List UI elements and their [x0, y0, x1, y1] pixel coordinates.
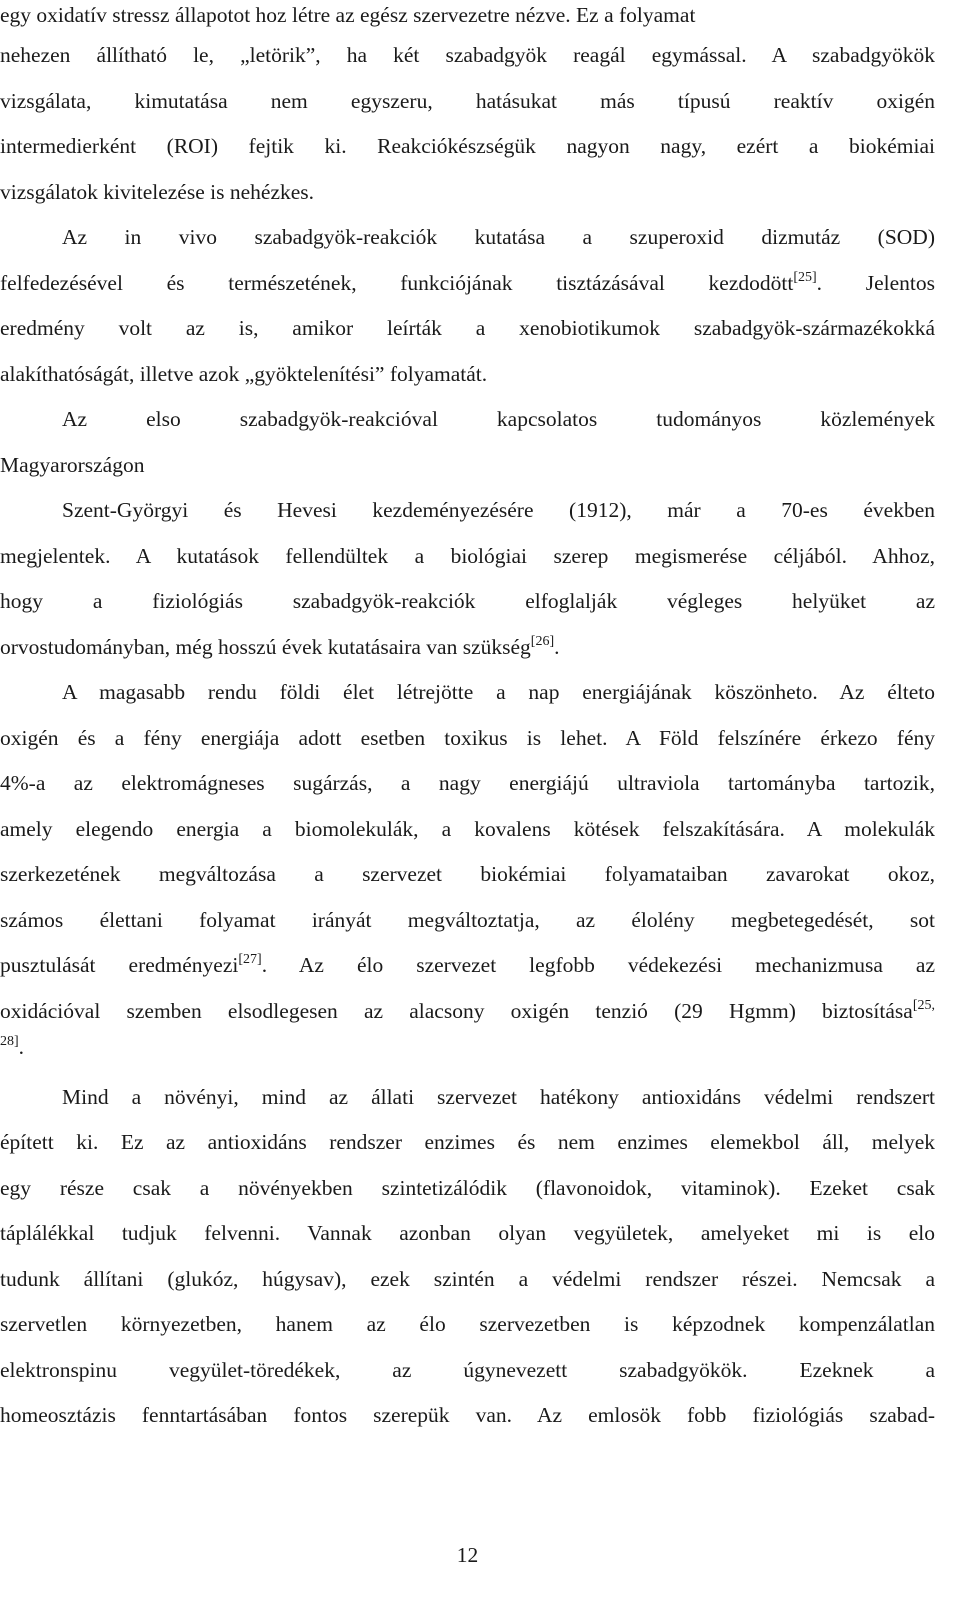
text-line: táplálékkal tudjuk felvenni. Vannak azonban olyan vegyületek, amelyeket mi is elo: [0, 1221, 935, 1245]
text-line: homeosztázis fenntartásában fontos szerepük van. Az emlosök fobb fiziológiás szabad-: [0, 1403, 935, 1427]
text-line: egy oxidatív stressz állapotot hoz létre az egész szervezetre nézve. Ez a folyamat: [0, 3, 696, 27]
citation: [25,: [912, 998, 935, 1013]
text-line: Az in vivo szabadgyök-reakciók kutatása a szuperoxid dizmutáz (SOD): [62, 225, 935, 249]
text-line: Magyarországon: [0, 453, 145, 477]
text-line: szerkezetének megváltozása a szervezet biokémiai folyamataiban zavarokat okoz,: [0, 862, 935, 886]
text-line: oxidációval szemben elsodlegesen az alacsony oxigén tenzió (29 Hgmm) biztosítása$^{[25,}$: [0, 998, 935, 1023]
citation: [27]: [238, 952, 262, 967]
text-line: intermedierként (ROI) fejtik ki. Reakciókészségük nagyon nagy, ezért a biokémiai: [0, 134, 935, 158]
text-line: egy része csak a növényekben szintetizálódik (flavonoidok, vitaminok). Ezeket csak: [0, 1176, 935, 1200]
text-line: orvostudományban, még hosszú évek kutatásaira van szükség[26].: [0, 634, 560, 659]
text-line: épített ki. Ez az antioxidáns rendszer enzimes és nem enzimes elemekbol áll, melyek: [0, 1130, 935, 1154]
citation: [25]: [793, 270, 817, 285]
text-line: pusztulását eredményezi[27]. Az élo szervezet legfobb védekezési mechanizmusa az: [0, 952, 935, 977]
text-line: oxigén és a fény energiája adott esetben toxikus is lehet. A Föld felszínére érkezo fény: [0, 726, 935, 750]
page-number: 12: [456, 1543, 479, 1567]
text-line: számos élettani folyamat irányát megváltoztatja, az élolény megbetegedését, sot: [0, 908, 935, 932]
text-line: Szent-Györgyi és Hevesi kezdeményezésére (1912), már a 70-es években: [62, 498, 935, 522]
text-line: elektronspinu vegyület-töredékek, az úgynevezett szabadgyökök. Ezeknek a: [0, 1358, 935, 1382]
text-line: Mind a növényi, mind az állati szervezet hatékony antioxidáns védelmi rendszert: [62, 1085, 935, 1109]
text-line: alakíthatóságát, illetve azok „gyöktelenítési” folyamatát.: [0, 362, 488, 386]
citation: 28]: [0, 1034, 19, 1049]
text-line: vizsgálatok kivitelezése is nehézkes.: [0, 180, 315, 204]
text-line: felfedezésével és természetének, funkciójának tisztázásával kezdodött[25]. Jelentos: [0, 270, 935, 295]
citation: [26]: [530, 634, 555, 649]
text-line: 4%-a az elektromágneses sugárzás, a nagy energiájú ultraviola tartományba tartozik,: [0, 771, 935, 795]
text-line: nehezen állítható le, „letörik”, ha két szabadgyök reagál egymással. A szabadgyökök: [0, 43, 935, 67]
text-line: szervetlen környezetben, hanem az élo szervezetben is képzodnek kompenzálatlan: [0, 1312, 935, 1336]
text-line: A magasabb rendu földi élet létrejötte a nap energiájának köszönheto. Az élteto: [62, 680, 935, 704]
text-line: amely elegendo energia a biomolekulák, a kovalens kötések felszakítására. A molekulák: [0, 817, 935, 841]
text-line: vizsgálata, kimutatása nem egyszeru, hatásukat más típusú reaktív oxigén: [0, 89, 935, 113]
text-line: Az elso szabadgyök-reakcióval kapcsolatos tudományos közlemények: [62, 407, 935, 431]
text-line: hogy a fiziológiás szabadgyök-reakciók elfoglalják végleges helyüket az: [0, 589, 935, 613]
text-line: tudunk állítani (glukóz, húgysav), ezek szintén a védelmi rendszer részei. Nemcsak a: [0, 1267, 935, 1291]
text-line: $^{28]}$.: [0, 1034, 25, 1059]
text-line: megjelentek. A kutatások fellendültek a biológiai szerep megismerése céljából. Ahhoz,: [0, 544, 935, 568]
text-line: eredmény volt az is, amikor leírták a xenobiotikumok szabadgyök-származékokká: [0, 316, 935, 340]
